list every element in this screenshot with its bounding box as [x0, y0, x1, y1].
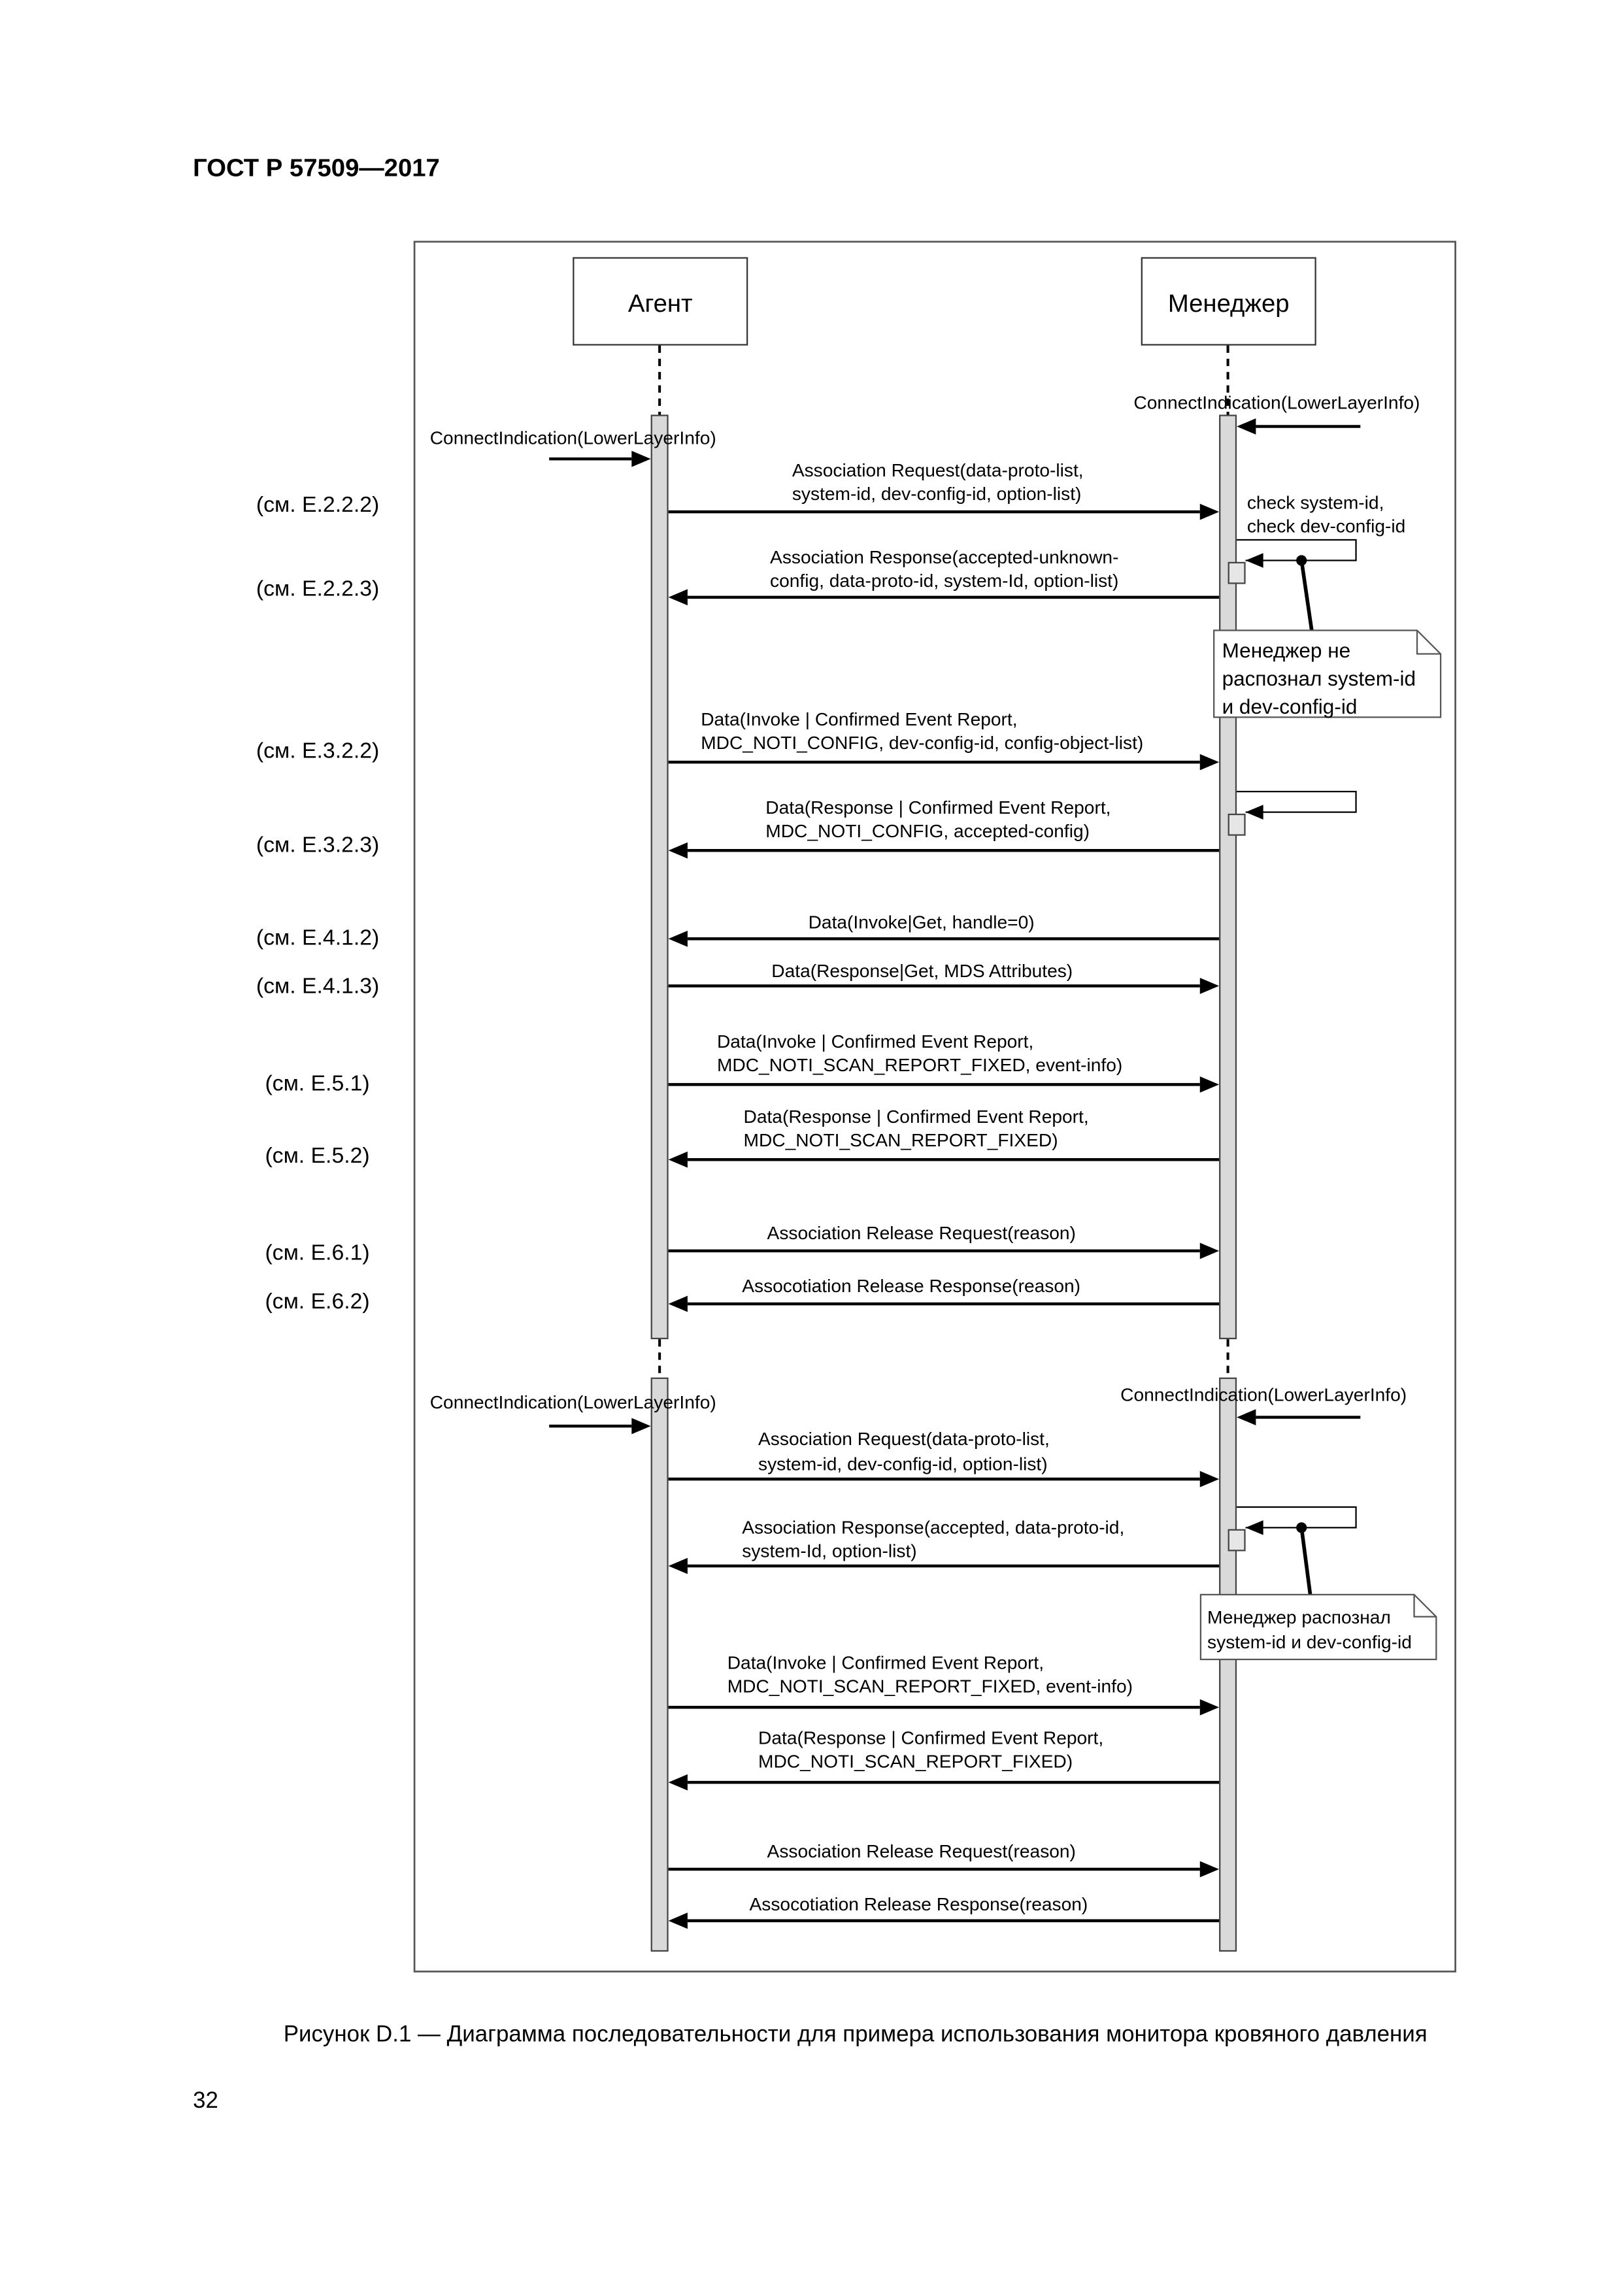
reference-label: (см. Е.6.2) [265, 1288, 370, 1314]
msg-data-response-scan-2 [669, 1728, 1219, 1791]
msg-association-release-response-1-label-1: Assocotiation Release Response(reason) [742, 1275, 1081, 1296]
msg-data-response-config-label-1: Data(Response | Confirmed Event Report, [765, 797, 1111, 818]
agent-activation-bar-1 [652, 416, 668, 1339]
msg-association-release-response-2 [669, 1894, 1219, 1929]
msg-data-invoke-scan-2-arrowhead [1200, 1699, 1219, 1716]
note-2-line-1: Менеджер распознал [1207, 1606, 1391, 1627]
msg-connect-indication-agent-2 [430, 1392, 716, 1434]
msg-data-response-scan-2-label-2: MDC_NOTI_SCAN_REPORT_FIXED) [758, 1751, 1073, 1772]
page-header-title: ГОСТ Р 57509—2017 [193, 154, 440, 182]
msg-connect-indication-manager-2-label-1: ConnectIndication(LowerLayerInfo) [1120, 1384, 1407, 1405]
msg-connect-indication-manager-1-label-1: ConnectIndication(LowerLayerInfo) [1133, 392, 1420, 413]
msg-data-response-scan-2-label-1: Data(Response | Confirmed Event Report, [758, 1727, 1104, 1748]
manager-self-activation-3 [1229, 1530, 1245, 1551]
msg-association-release-request-2-arrowhead [1200, 1861, 1219, 1878]
msg-association-response-1-label-1: Association Response(accepted-unknown- [770, 547, 1119, 568]
reference-label: (см. Е.4.1.3) [256, 973, 380, 999]
reference-label: (см. Е.2.2.3) [256, 576, 380, 601]
msg-data-response-scan-2-arrowhead [669, 1774, 688, 1791]
msg-connect-indication-manager-2-arrowhead [1237, 1409, 1256, 1425]
reference-label: (см. Е.5.1) [265, 1071, 370, 1096]
msg-data-invoke-scan-1-label-1: Data(Invoke | Confirmed Event Report, [716, 1031, 1034, 1052]
note-2-line-2: system-id и dev-config-id [1207, 1632, 1412, 1653]
msg-connect-indication-manager-1-arrowhead [1237, 418, 1256, 435]
msg-association-request-1 [669, 460, 1219, 520]
msg-connect-indication-agent-2-label-1: ConnectIndication(LowerLayerInfo) [429, 1391, 716, 1412]
msg-connect-indication-manager-2 [1120, 1385, 1407, 1425]
msg-data-invoke-scan-2-label-1: Data(Invoke | Confirmed Event Report, [727, 1652, 1044, 1673]
msg-association-response-2 [669, 1517, 1219, 1574]
msg-data-invoke-get-arrowhead [669, 931, 688, 947]
reference-label: (см. Е.6.1) [265, 1240, 370, 1265]
msg-association-response-2-label-1: Association Response(accepted, data-proto-id, [742, 1517, 1125, 1538]
msg-association-request-1-arrowhead [1200, 504, 1219, 520]
msg-data-invoke-scan-1-label-2: MDC_NOTI_SCAN_REPORT_FIXED, event-info) [716, 1055, 1123, 1076]
lifeline-agent-header [573, 258, 747, 345]
figure-caption: Рисунок D.1 — Диаграмма последовательности для примера использования монитора кровяного давления [283, 2021, 1428, 2047]
msg-check-ids-label-1: check system-id, [1246, 492, 1384, 513]
msg-data-response-config-arrowhead [669, 842, 688, 859]
msg-data-invoke-config-label-2: MDC_NOTI_CONFIG, dev-config-id, config-object-list) [701, 732, 1144, 753]
msg-association-release-request-1-label-1: Association Release Request(reason) [767, 1222, 1076, 1243]
msg-data-response-get [669, 961, 1219, 994]
note-1-line-1: Менеджер не [1222, 639, 1351, 663]
msg-association-release-response-1-arrowhead [669, 1296, 688, 1312]
self-call-arrowhead-1 [1246, 553, 1263, 568]
messages-layer [430, 392, 1420, 1929]
msg-data-response-scan-1-label-1: Data(Response | Confirmed Event Report, [743, 1106, 1089, 1127]
msg-connect-indication-agent-1-arrowhead [631, 451, 650, 467]
reference-label: (см. Е.5.2) [265, 1142, 370, 1168]
page-number: 32 [193, 2087, 218, 2113]
msg-data-response-scan-1-arrowhead [669, 1152, 688, 1168]
msg-data-response-config-label-2: MDC_NOTI_CONFIG, accepted-config) [765, 820, 1090, 841]
note-manager-recognized [1201, 1595, 1436, 1659]
reference-label: (см. Е.4.1.2) [256, 925, 380, 950]
msg-connect-indication-agent-1-label-1: ConnectIndication(LowerLayerInfo) [429, 427, 716, 448]
self-call-arrowhead-3 [1246, 1520, 1263, 1535]
note-1-line-3: и dev-config-id [1222, 694, 1358, 718]
msg-association-release-request-1 [669, 1223, 1219, 1259]
msg-check-ids [1247, 493, 1405, 537]
msg-data-response-config [669, 797, 1219, 859]
msg-data-response-get-label-1: Data(Response|Get, MDS Attributes) [771, 960, 1073, 981]
msg-data-invoke-config-arrowhead [1200, 754, 1219, 771]
msg-connect-indication-agent-1 [430, 428, 716, 467]
msg-data-invoke-get-label-1: Data(Invoke|Get, handle=0) [808, 912, 1035, 933]
manager-activation-bar-2 [1220, 1378, 1236, 1951]
lifeline-manager-header [1142, 258, 1316, 345]
msg-connect-indication-manager-1 [1133, 392, 1420, 434]
msg-association-request-2-label-2: system-id, dev-config-id, option-list) [758, 1454, 1048, 1474]
note-anchor-line-2 [1301, 1527, 1311, 1595]
manager-self-activation-1 [1229, 563, 1245, 584]
msg-association-response-2-arrowhead [669, 1558, 688, 1574]
msg-data-response-scan-1 [669, 1106, 1219, 1168]
msg-data-invoke-scan-1 [669, 1031, 1219, 1093]
agent-activation-bar-2 [652, 1378, 668, 1951]
msg-association-response-1 [669, 547, 1219, 605]
agent-label: Агент [627, 289, 693, 318]
references-layer [256, 492, 379, 1314]
note-anchor-line-1 [1301, 561, 1312, 631]
msg-association-request-2-label-1: Association Request(data-proto-list, [758, 1429, 1050, 1450]
msg-association-response-2-label-2: system-Id, option-list) [742, 1540, 917, 1561]
msg-association-release-request-2-label-1: Association Release Request(reason) [767, 1840, 1076, 1861]
msg-association-response-1-label-2: config, data-proto-id, system-Id, option-list) [770, 571, 1119, 591]
msg-association-release-request-2 [669, 1841, 1219, 1877]
msg-association-release-request-1-arrowhead [1200, 1243, 1219, 1259]
msg-association-response-1-arrowhead [669, 589, 688, 605]
note-manager-not-recognized [1214, 630, 1441, 718]
msg-association-request-2 [669, 1429, 1219, 1487]
msg-association-release-response-1 [669, 1276, 1219, 1312]
reference-label: (см. Е.3.2.3) [256, 832, 380, 857]
manager-activation-bar-1 [1220, 416, 1236, 1339]
msg-data-response-scan-1-label-2: MDC_NOTI_SCAN_REPORT_FIXED) [743, 1130, 1058, 1151]
msg-data-invoke-scan-2 [669, 1653, 1219, 1716]
manager-self-activation-2 [1229, 814, 1245, 835]
note-1-line-2: распознал system-id [1222, 666, 1416, 690]
msg-check-ids-label-2: check dev-config-id [1246, 516, 1406, 537]
msg-association-release-response-2-arrowhead [669, 1912, 688, 1929]
msg-association-release-response-2-label-1: Assocotiation Release Response(reason) [749, 1894, 1088, 1915]
msg-association-request-1-label-1: Association Request(data-proto-list, [792, 460, 1084, 481]
msg-data-invoke-get [669, 912, 1219, 947]
msg-data-invoke-config [669, 709, 1219, 771]
msg-association-request-1-label-2: system-id, dev-config-id, option-list) [792, 484, 1082, 505]
manager-label: Менеджер [1167, 289, 1290, 318]
msg-data-invoke-config-label-1: Data(Invoke | Confirmed Event Report, [701, 708, 1018, 729]
self-call-arrowhead-2 [1246, 805, 1263, 820]
msg-data-invoke-scan-2-label-2: MDC_NOTI_SCAN_REPORT_FIXED, event-info) [727, 1676, 1133, 1697]
reference-label: (см. Е.2.2.2) [256, 492, 380, 518]
msg-data-response-get-arrowhead [1200, 978, 1219, 994]
msg-association-request-2-arrowhead [1200, 1471, 1219, 1488]
msg-connect-indication-agent-2-arrowhead [631, 1418, 650, 1435]
msg-data-invoke-scan-1-arrowhead [1200, 1076, 1219, 1093]
reference-label: (см. Е.3.2.2) [256, 738, 380, 763]
